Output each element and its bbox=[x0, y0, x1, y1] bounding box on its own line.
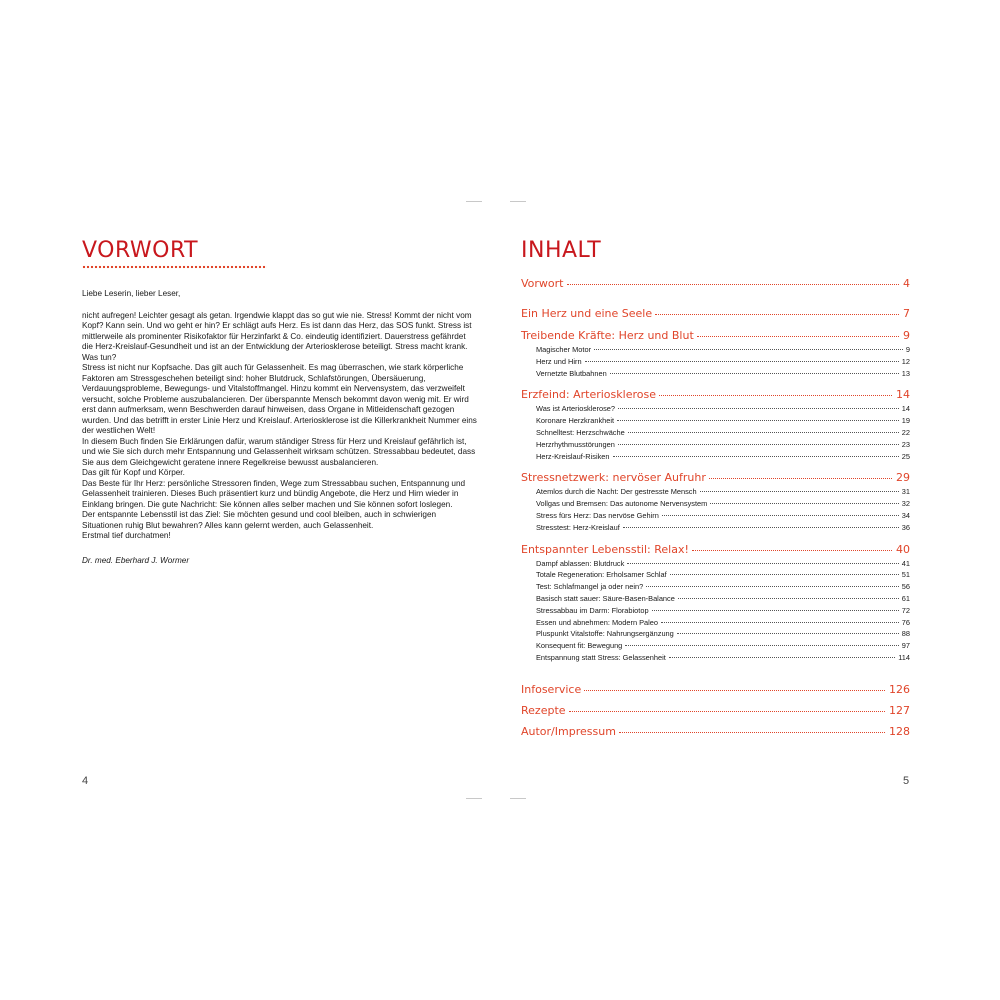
toc-entry-title: Vernetzte Blutbahnen bbox=[536, 368, 607, 378]
toc-entry-title: Pluspunkt Vitalstoffe: Nahrungsergänzung bbox=[536, 629, 674, 639]
dot-leader bbox=[659, 395, 892, 396]
toc-entry-title: Dampf ablassen: Blutdruck bbox=[536, 558, 625, 568]
toc-section-page: 4 bbox=[903, 277, 910, 290]
toc-section-title: Vorwort bbox=[521, 277, 564, 290]
toc-entry-title: Atemlos durch die Nacht: Der gestresste Mensch bbox=[536, 487, 697, 497]
toc-entry bbox=[521, 451, 910, 463]
toc-section-page: 14 bbox=[896, 388, 910, 402]
dot-leader bbox=[669, 657, 895, 658]
dot-leader bbox=[709, 478, 892, 479]
vorwort-letter bbox=[82, 289, 478, 566]
dot-leader bbox=[617, 420, 899, 421]
dot-leader bbox=[692, 550, 892, 551]
toc-entry bbox=[521, 605, 910, 617]
toc-entry-title: Vollgas und Bremsen: Das autonome Nervensystem bbox=[536, 499, 708, 509]
toc-entry bbox=[521, 617, 910, 629]
toc-entry bbox=[521, 628, 910, 640]
dot-leader bbox=[652, 610, 899, 611]
toc-section-page: 7 bbox=[903, 307, 910, 320]
toc-section-title: Entspannter Lebensstil: Relax! bbox=[521, 542, 689, 556]
toc-entry-page: 23 bbox=[901, 439, 910, 449]
paragraph: Erstmal tief durchatmen! bbox=[82, 531, 171, 540]
toc-section-title: Ein Herz und eine Seele bbox=[521, 307, 653, 320]
page-number-left: 4 bbox=[82, 775, 89, 787]
dot-leader bbox=[594, 349, 903, 350]
toc-entry-title: Stress fürs Herz: Das nervöse Gehirn bbox=[536, 510, 659, 520]
toc-entry-page: 114 bbox=[898, 652, 910, 662]
toc-section bbox=[521, 704, 910, 717]
paragraph: Stress ist nicht nur Kopfsache. Das gilt auch für Gelassenheit. Es mag überraschen, wie stark körperliche Faktoren am Stressgeschehen beteiligt sind: hoher Blutdruck, Schlafstörungen, Übersäuerung, Verdauungsprobleme, Bewegungs- und Vitalstoffmangel. Hinzu kommt ein Nervensystem, das verzweifelt versucht, solche Probleme auszubalancieren. Der überspannte Mensch bekommt davon wenig mit. Er wird erst dann aufmerksam, wenn Beschwerden darauf hinweisen, dass Organe in Mitleidenschaft gezogen wurden. Und das betrifft in erster Linie Herz und Kreislauf. Arteriosklerose ist die Killerkrankheit Nummer eins der westlichen Welt! bbox=[82, 363, 477, 435]
dot-leader bbox=[610, 373, 899, 374]
signature: Dr. med. Eberhard J. Wormer bbox=[82, 555, 190, 565]
toc-entry-page: 34 bbox=[901, 510, 910, 520]
toc-entry bbox=[521, 498, 910, 510]
toc-section-page: 29 bbox=[896, 471, 910, 485]
crop-mark bbox=[510, 798, 526, 799]
dot-leader bbox=[670, 574, 899, 575]
toc-entry-title: Stressabbau im Darm: Florabiotop bbox=[536, 605, 649, 615]
toc-entry-page: 12 bbox=[901, 356, 910, 366]
toc-section bbox=[521, 725, 910, 738]
toc-section bbox=[521, 471, 910, 484]
dot-leader bbox=[710, 503, 898, 504]
toc-entry-title: Was ist Arteriosklerose? bbox=[536, 404, 615, 414]
toc-entry-page: 19 bbox=[901, 416, 910, 426]
toc-entry-page: 14 bbox=[901, 404, 910, 414]
toc-section bbox=[521, 388, 910, 401]
dotted-rule bbox=[82, 265, 267, 269]
dot-leader bbox=[619, 732, 885, 733]
dot-leader bbox=[700, 491, 899, 492]
toc-entry-title: Herzrhythmusstörungen bbox=[536, 439, 615, 449]
dot-leader bbox=[646, 586, 899, 587]
toc-entry-title: Schnelltest: Herzschwäche bbox=[536, 427, 625, 437]
toc-entry-page: 31 bbox=[901, 487, 910, 497]
toc-section-page: 126 bbox=[889, 682, 910, 696]
toc-section-page: 9 bbox=[903, 329, 910, 342]
dot-leader bbox=[618, 444, 899, 445]
greeting: Liebe Leserin, lieber Leser, bbox=[82, 289, 181, 298]
dot-leader bbox=[623, 527, 899, 528]
toc-entry-page: 22 bbox=[901, 427, 910, 437]
crop-mark bbox=[466, 201, 482, 202]
paragraph: Das Beste für Ihr Herz: persönliche Stressoren finden, Wege zum Stressabbau suchen, Entspannung und Gelassenheit trainieren. Dieses Buch präsentiert kurz und bündig Angebote, die Herz und Hirn wieder in Einklang bringen. Die gute Nachricht: Sie können alles selber machen und Sie können sofort loslegen. bbox=[82, 478, 466, 509]
dot-leader bbox=[618, 408, 899, 409]
dot-leader bbox=[613, 456, 899, 457]
toc-entry bbox=[521, 344, 910, 356]
toc-entry-title: Konsequent fit: Bewegung bbox=[536, 641, 623, 651]
toc-entry bbox=[521, 439, 910, 451]
toc-entry-page: 88 bbox=[901, 629, 910, 639]
toc-entry bbox=[521, 486, 910, 498]
toc-entry-page: 76 bbox=[901, 617, 910, 627]
toc-section bbox=[521, 683, 910, 696]
toc-entry-title: Herz und Hirn bbox=[536, 356, 582, 366]
toc-entry bbox=[521, 640, 910, 652]
crop-mark bbox=[510, 201, 526, 202]
toc-section bbox=[521, 543, 910, 556]
toc-section-page: 128 bbox=[889, 724, 910, 738]
paragraph: In diesem Buch finden Sie Erklärungen dafür, warum ständiger Stress für Herz und Kreislauf gefährlich ist, und wie Sie sich durch mehr Entspannung und Gelassenheit wirksam schützen. Stressabbau bedeutet, dass Sie aus dem Gleichgewicht geratene innere Regelkreise bewusst ausbalancieren. bbox=[82, 436, 476, 467]
toc-entry bbox=[521, 427, 910, 439]
toc-entry bbox=[521, 558, 910, 570]
toc-entry-title: Essen und abnehmen: Modern Paleo bbox=[536, 617, 659, 627]
table-of-contents bbox=[521, 277, 910, 738]
toc-entry-page: 51 bbox=[901, 570, 910, 580]
dot-leader bbox=[567, 284, 900, 285]
toc-entry-page: 97 bbox=[901, 641, 910, 651]
toc-entry bbox=[521, 652, 910, 664]
dot-leader bbox=[569, 711, 885, 712]
toc-entry-page: 36 bbox=[901, 522, 910, 532]
toc-section-title: Rezepte bbox=[521, 703, 566, 717]
toc-entry-page: 9 bbox=[905, 345, 910, 354]
dot-leader bbox=[655, 314, 899, 315]
toc-entry-title: Totale Regeneration: Erholsamer Schlaf bbox=[536, 570, 667, 580]
page-number-right: 5 bbox=[903, 775, 910, 787]
toc-entry-page: 72 bbox=[901, 605, 910, 615]
toc-entry-page: 61 bbox=[901, 593, 910, 603]
paragraph: Das gilt für Kopf und Körper. bbox=[82, 468, 185, 477]
toc-entry-title: Herz-Kreislauf-Risiken bbox=[536, 451, 610, 461]
dot-leader bbox=[677, 633, 899, 634]
toc-entry-title: Magischer Motor bbox=[536, 345, 592, 354]
dot-leader bbox=[585, 361, 899, 362]
toc-entry-page: 41 bbox=[901, 558, 910, 568]
toc-entry bbox=[521, 569, 910, 581]
vorwort-title: VORWORT bbox=[82, 238, 199, 263]
toc-entry bbox=[521, 356, 910, 368]
toc-entry-title: Basisch statt sauer: Säure-Basen-Balance bbox=[536, 593, 675, 603]
paragraph: nicht aufregen! Leichter gesagt als getan. Irgendwie klappt das so gut wie nie. Stress! Kommt der nicht vom Kopf? Kann sein. Und wo geht er hin? Er schlägt aufs Herz. Es ist dann das Herz, das SOS funkt. Stress ist mittlerweile als prominenter Risikofaktor für Herzinfarkt & Co. eindeutig identifiziert. Dauerstress gefährdet die Herz-Kreislauf-Gesundheit und ist an der Entwicklung der Arteriosklerose beteiligt. Stress macht krank. Was tun? bbox=[82, 310, 472, 362]
toc-section-page: 40 bbox=[896, 542, 910, 556]
dot-leader bbox=[662, 515, 899, 516]
toc-entry-title: Test: Schlafmangel ja oder nein? bbox=[536, 582, 644, 592]
toc-entry-title: Entspannung statt Stress: Gelassenheit bbox=[536, 652, 666, 662]
toc-entry-page: 13 bbox=[901, 368, 910, 378]
toc-entry-title: Koronare Herzkrankheit bbox=[536, 416, 615, 426]
toc-section-title: Infoservice bbox=[521, 682, 582, 696]
toc-section-title: Stressnetzwerk: nervöser Aufruhr bbox=[521, 471, 706, 485]
dot-leader bbox=[628, 432, 899, 433]
toc-entry bbox=[521, 593, 910, 605]
dot-leader bbox=[678, 598, 899, 599]
inhalt-title: INHALT bbox=[521, 238, 602, 263]
toc-entry bbox=[521, 368, 910, 380]
dot-leader bbox=[625, 645, 898, 646]
toc-entry bbox=[521, 522, 910, 534]
toc-section bbox=[521, 277, 910, 290]
toc-section-page: 127 bbox=[889, 703, 910, 717]
dot-leader bbox=[697, 336, 899, 337]
toc-section bbox=[521, 329, 910, 342]
toc-entry bbox=[521, 581, 910, 593]
paragraph: Der entspannte Lebensstil ist das Ziel: Sie möchten gesund und cool bleiben, auch in schwierigen Situationen ruhig Blut bewahren? Alles kann gelernt werden, auch Gelassenheit. bbox=[82, 510, 437, 530]
toc-entry-page: 25 bbox=[901, 451, 910, 461]
toc-entry-page: 32 bbox=[901, 499, 910, 509]
toc-section bbox=[521, 307, 910, 320]
toc-entry bbox=[521, 510, 910, 522]
toc-entry bbox=[521, 415, 910, 427]
toc-section-title: Treibende Kräfte: Herz und Blut bbox=[521, 329, 694, 342]
toc-entry-title: Stresstest: Herz-Kreislauf bbox=[536, 522, 620, 532]
dot-leader bbox=[627, 563, 898, 564]
toc-section-title: Erzfeind: Arteriosklerose bbox=[521, 388, 656, 402]
dot-leader bbox=[661, 622, 899, 623]
toc-entry-page: 56 bbox=[901, 582, 910, 592]
toc-section-title: Autor/Impressum bbox=[521, 724, 616, 738]
crop-mark bbox=[466, 798, 482, 799]
dot-leader bbox=[584, 690, 885, 691]
toc-entry bbox=[521, 403, 910, 415]
